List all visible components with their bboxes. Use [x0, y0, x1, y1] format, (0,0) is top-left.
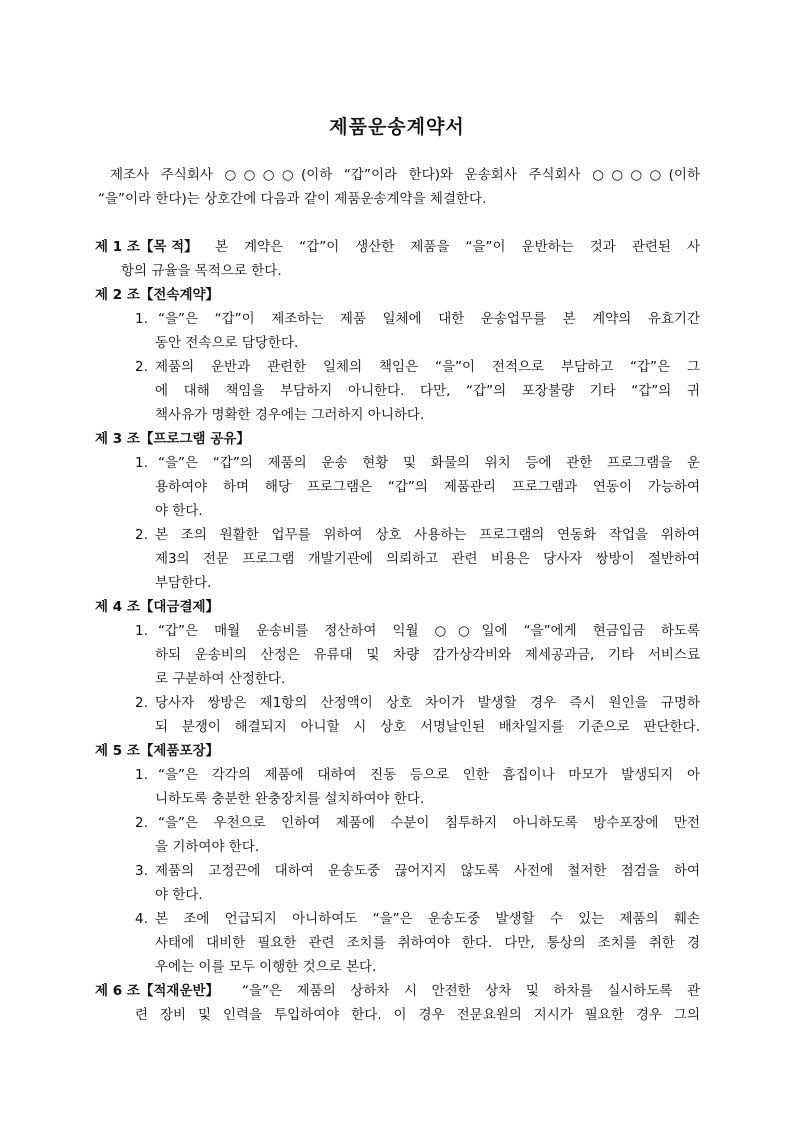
item-text: 에 대해 책임을 부담하지 아니한다. 다만, “갑”의 포장불량 기타 “갑”의 귀	[155, 383, 700, 399]
item-text: 제품의 고정끈에 대하여 운송도중 끊어지지 않도록 사전에 철저한 점검을 하여	[155, 863, 700, 879]
item-number: 1.	[135, 623, 148, 639]
item-number: 2.	[135, 815, 148, 831]
item-number: 1.	[135, 455, 148, 471]
item-text: 당사자 쌍방은 제1항의 산정액이 상호 차이가 발생할 경우 즉시 원인을 규명하	[155, 695, 700, 711]
item-text: 되 분쟁이 해결되지 아니할 시 상호 서명날인된 배차일지를 기준으로 판단한다.	[155, 719, 700, 735]
article-heading: 제 1 조【목 적】	[95, 239, 198, 255]
item-text: “을”은 “갑”의 제품의 운송 현황 및 화물의 위치 등에 관한 프로그램을 운	[158, 455, 700, 471]
article-text: 본 계약은 “갑”이 생산한 제품을 “을”이 운반하는 것과 관련된 사	[215, 239, 700, 255]
item-number: 2.	[135, 527, 148, 543]
item-text: 야 한다.	[155, 503, 203, 519]
item-number: 4.	[135, 911, 148, 927]
item-text: 제3의 전문 프로그램 개발기관에 의뢰하고 관련 비용은 당사자 쌍방이 절반하여	[155, 551, 700, 567]
item-text: “갑”은 매월 운송비를 정산하여 익월 ○○일에 “을”에게 현금입금 하도록	[158, 623, 700, 639]
article-heading: 제 6 조【적재운반】	[95, 983, 220, 999]
article-text: 련 장비 및 인력을 투입하여야 한다. 이 경우 전문요원의 지시가 필요한 경우 그의	[135, 1007, 700, 1023]
item-text: 을 기하여야 한다.	[155, 839, 260, 855]
item-text: 우에는 이를 모두 이행한 것으로 본다.	[155, 959, 377, 975]
item-number: 1.	[135, 311, 148, 327]
article-heading: 제 2 조【전속계약】	[95, 287, 220, 303]
item-text: 하되 운송비의 산정은 유류대 및 차량 감가상각비와 제세공과금, 기타 서비스료	[155, 647, 700, 663]
intro-line: 제조사 주식회사 ○○○○(이하 “갑”이라 한다)와 운송회사 주식회사 ○○○○(이하	[110, 167, 700, 183]
intro-line: “을”이라 한다)는 상호간에 다음과 같이 제품운송계약을 체결한다.	[98, 191, 487, 207]
item-text: 용하여야 하며 해당 프로그램은 “갑”의 제품관리 프로그램과 연동이 가능하여	[155, 479, 700, 495]
item-text: 야 한다.	[155, 887, 203, 903]
item-text: “을”은 “갑”이 제조하는 제품 일체에 대한 운송업무를 본 계약의 유효기간	[158, 311, 700, 327]
item-text: 본 조의 원활한 업무를 위하여 상호 사용하는 프로그램의 연동화 작업을 위하여	[155, 527, 700, 543]
article-text: 항의 규율을 목적으로 한다.	[121, 263, 282, 279]
item-text: 제품의 운반과 관련한 일체의 책임은 “을”이 전적으로 부담하고 “갑”은 그	[155, 359, 700, 375]
item-number: 2.	[135, 359, 148, 375]
article-heading: 제 3 조【프로그램 공유】	[95, 431, 250, 447]
article-text: “을”은 제품의 상하차 시 안전한 상차 및 하차를 실시하도록 관	[242, 983, 700, 999]
article-heading: 제 5 조【제품포장】	[95, 743, 220, 759]
item-number: 1.	[135, 767, 148, 783]
document-title: 제품운송계약서	[329, 116, 465, 138]
item-text: “을”은 우천으로 인하여 제품에 수분이 침투하지 아니하도록 방수포장에 만전	[158, 815, 700, 831]
item-text: 부담한다.	[155, 575, 212, 591]
item-text: “을”은 각각의 제품에 대하여 진동 등으로 인한 흠집이나 마모가 발생되지 아	[158, 767, 700, 783]
item-text: 로 구분하여 산정한다.	[155, 671, 286, 687]
item-text: 책사유가 명확한 경우에는 그러하지 아니하다.	[155, 407, 425, 423]
item-text: 니하도록 충분한 완충장치를 설치하여야 한다.	[155, 791, 425, 807]
item-text: 본 조에 언급되지 아니하여도 “을”은 운송도중 발생할 수 있는 제품의 훼손	[155, 911, 700, 927]
item-number: 2.	[135, 695, 148, 711]
item-text: 사태에 대비한 필요한 관련 조치를 취하여야 한다. 다만, 통상의 조치를 취한 경	[155, 935, 700, 951]
article-heading: 제 4 조【대금결제】	[95, 599, 220, 615]
item-text: 동안 전속으로 담당한다.	[155, 335, 299, 351]
item-number: 3.	[135, 863, 148, 879]
